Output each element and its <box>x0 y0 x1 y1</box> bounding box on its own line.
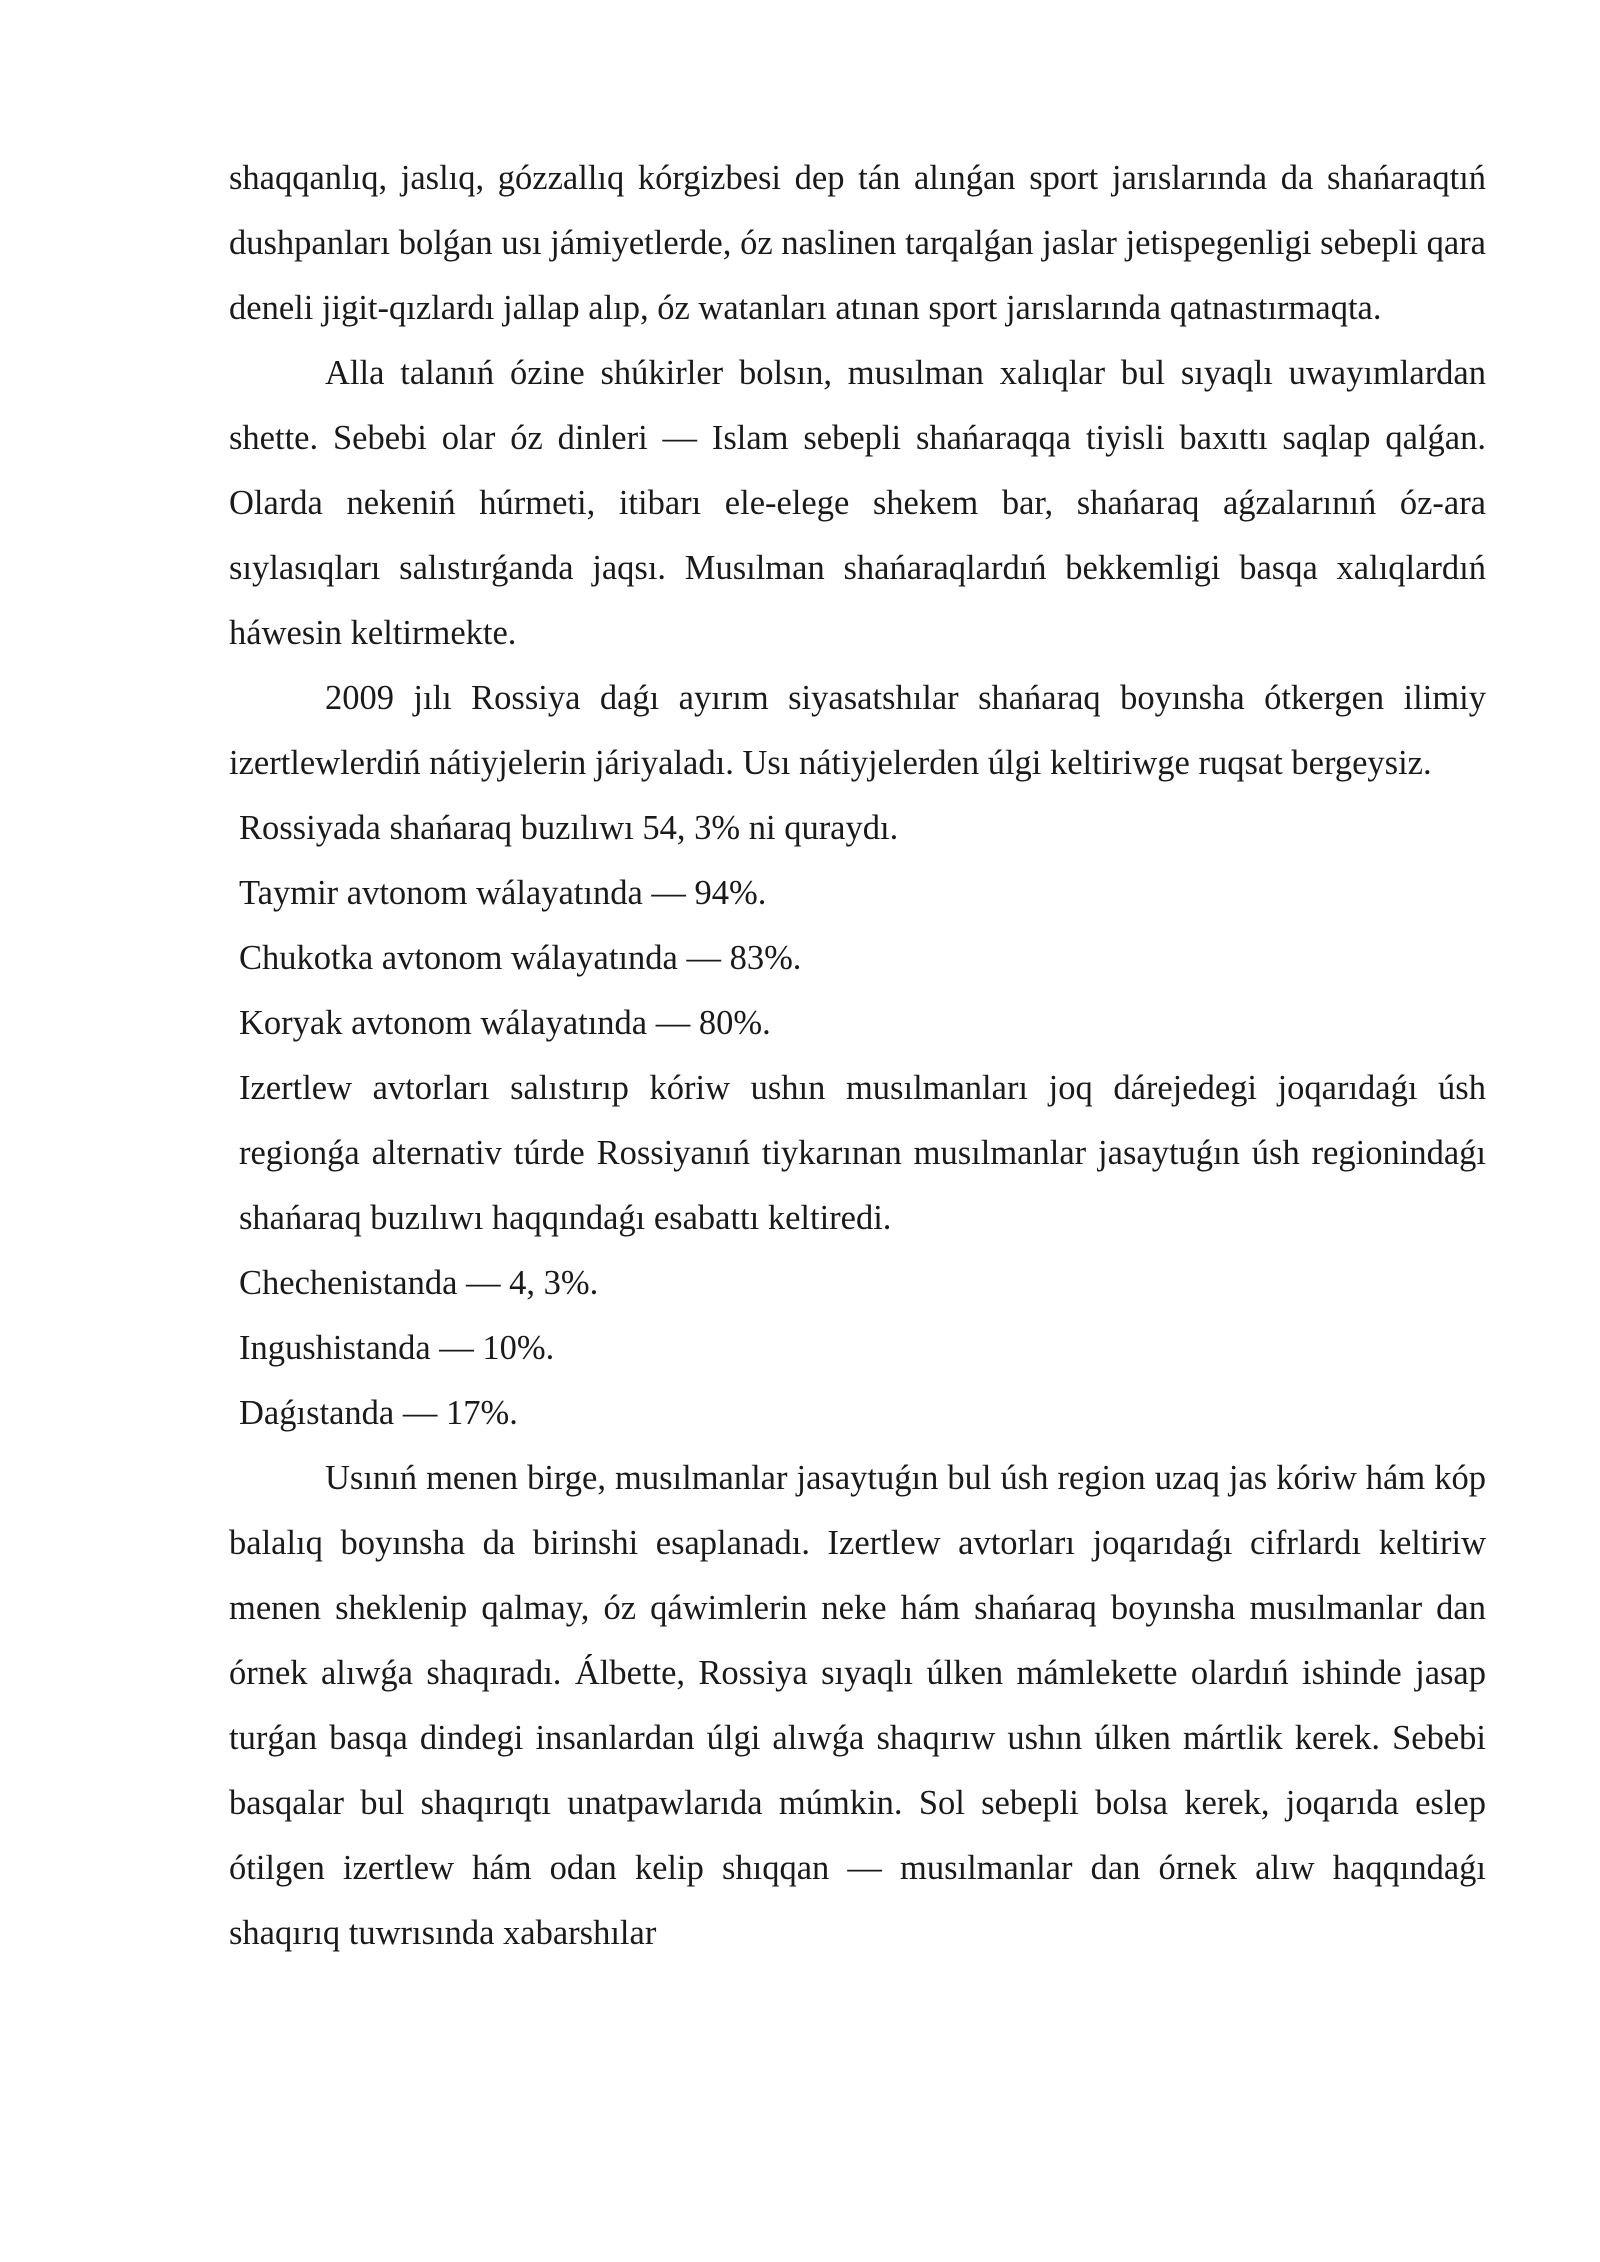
stat-koryak: Koryak avtonom wálayatında — 80%. <box>239 1004 771 1042</box>
paragraph-continuation: shaqqanlıq, jaslıq, gózzallıq kórgizbesi dep tán alınǵan sport jarıslarında da shańaraqtıń dushpanları bolǵan usı jámiyetlerde, óz naslinen tarqalǵan jaslar jetispegenligi sebepli qara deneli jigit-qızlardı jallap alıp, óz watanları atınan sport jarıslarında qatnastırmaqta. <box>229 159 1486 327</box>
stat-russia: Rossiyada shańaraq buzılıwı 54, 3% ni quraydı. <box>239 809 899 847</box>
document-body <box>229 146 1486 1966</box>
stat-chukotka: Chukotka avtonom wálayatında — 83%. <box>239 939 802 977</box>
stat-dagistan: Daǵıstanda — 17%. <box>239 1394 518 1432</box>
stat-taymir: Taymir avtonom wálayatında — 94%. <box>239 874 767 912</box>
paragraph-comparison: Izertlew avtorları salıstırıp kóriw ushın musılmanları joq dárejedegi joqarıdaǵı úsh regionǵa alternativ túrde Rossiyanıń tiykarınan musılmanlar jasaytuǵın úsh regionindaǵı shańaraq buzılıwı haqqındaǵı esabattı keltiredi. <box>239 1069 1486 1237</box>
paragraph-russia-research: 2009 jılı Rossiya daǵı ayırım siyasatshılar shańaraq boyınsha ótkergen ilimiy izertlewlerdiń nátiyjelerin járiyaladı. Usı nátiyjelerden úlgi keltiriwge ruqsat bergeysiz. <box>229 679 1486 782</box>
paragraph-conclusion: Usınıń menen birge, musılmanlar jasaytuǵın bul úsh region uzaq jas kóriw hám kóp balalıq boyınsha da birinshi esaplanadı. Izertlew avtorları joqarıdaǵı cifrlardı keltiriw menen sheklenip qalmay, óz qáwimlerin neke hám shańaraq boyınsha musılmanlar dan órnek alıwǵa shaqıradı. Álbette, Rossiya sıyaqlı úlken mámlekette olardıń ishinde jasap turǵan basqa dindegi insanlardan úlgi alıwǵa shaqırıw ushın úlken mártlik kerek. Sebebi basqalar bul shaqırıqtı unatpawlarıda múmkin. Sol sebepli bolsa kerek, joqarıda eslep ótilgen izertlew hám odan kelip shıqqan — musılmanlar dan órnek alıw haqqındaǵı shaqırıq tuwrısında xabarshılar <box>229 1459 1486 1952</box>
paragraph-muslim-nations: Alla talanıń ózine shúkirler bolsın, musılman xalıqlar bul sıyaqlı uwayımlardan shette. Sebebi olar óz dinleri — Islam sebepli shańaraqqa tiyisli baxıttı saqlap qalǵan. Olarda nekeniń húrmeti, itibarı ele-elege shekem bar, shańaraq aǵzalarınıń óz-ara sıylasıqları salıstırǵanda jaqsı. Musılman shańaraqlardıń bekkemligi basqa xalıqlardıń háwesin keltirmekte. <box>229 354 1486 652</box>
stat-ingushistan: Ingushistanda — 10%. <box>239 1329 555 1367</box>
stat-chechenistan: Chechenistanda — 4, 3%. <box>239 1264 599 1302</box>
